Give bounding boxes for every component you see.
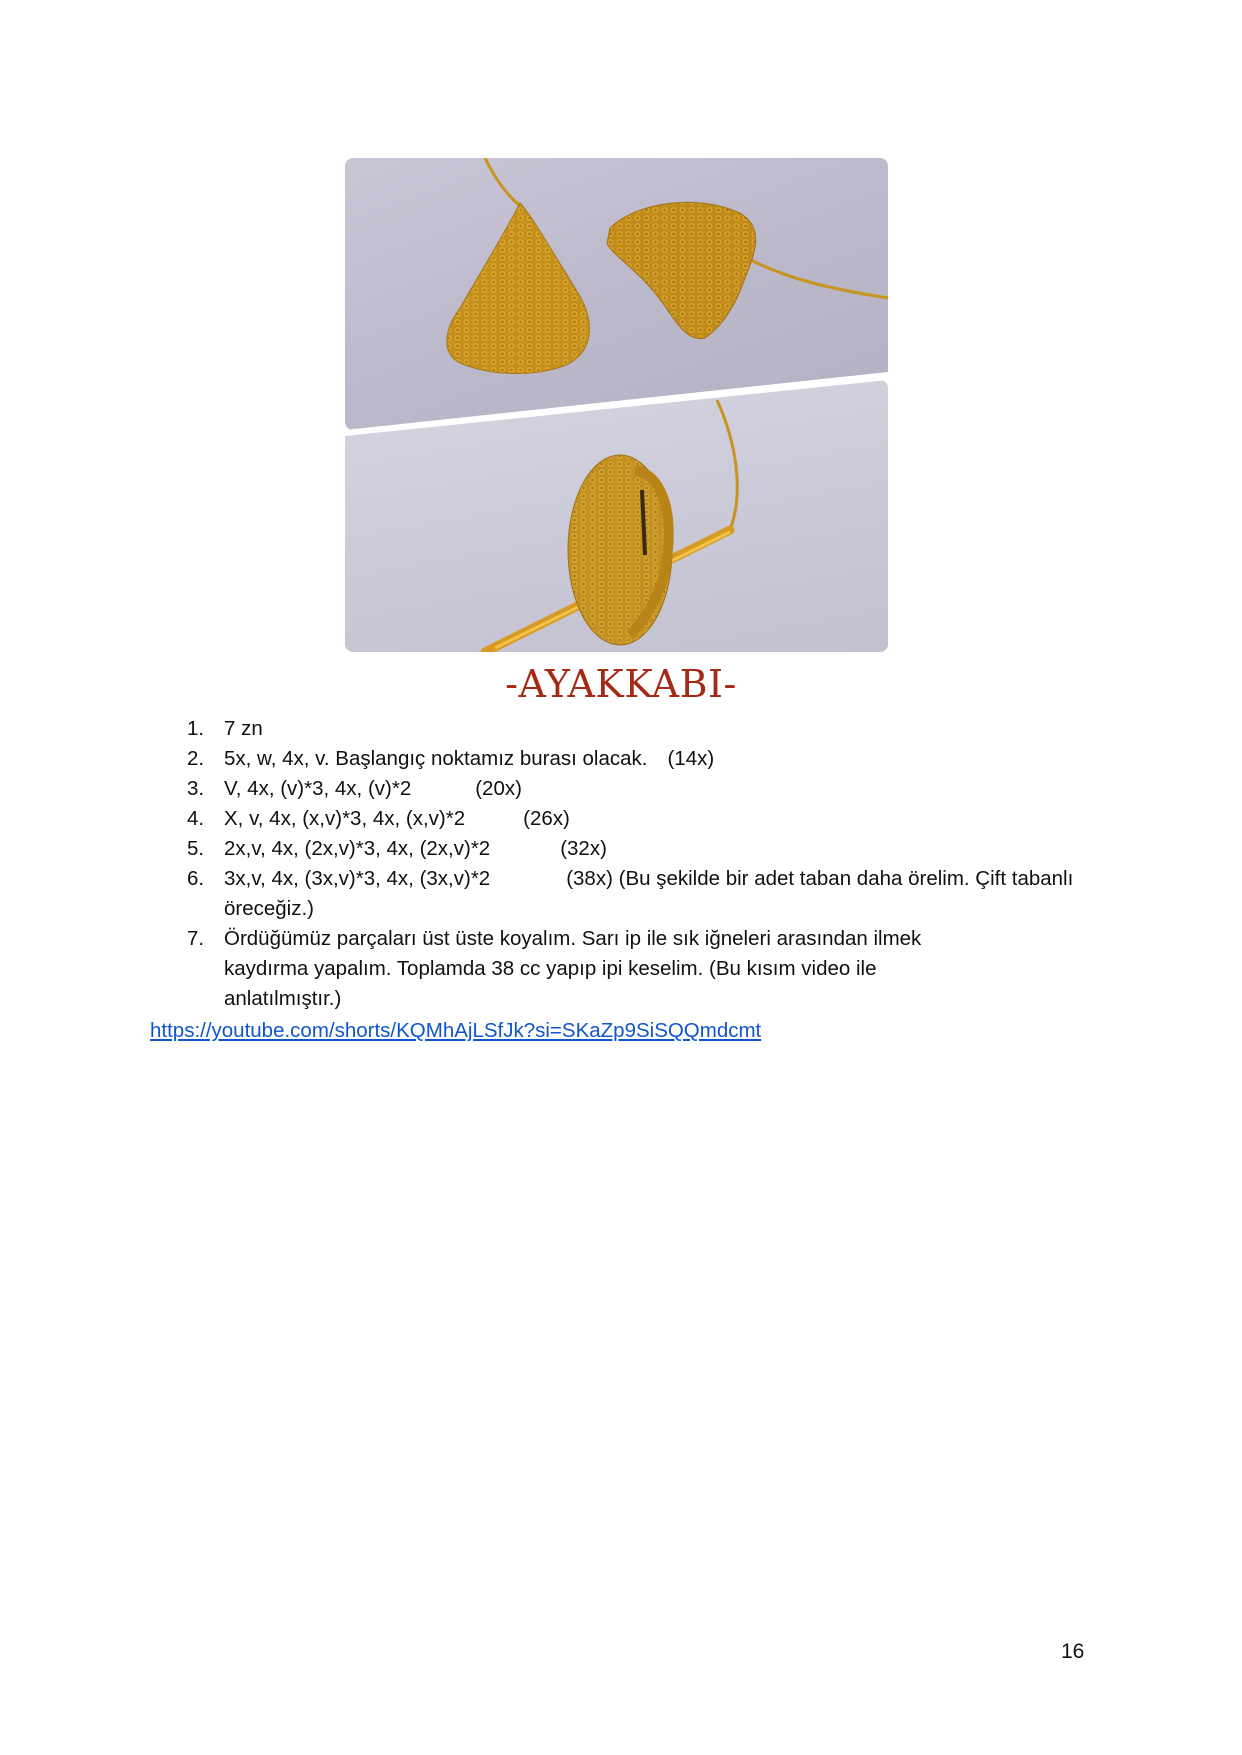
page-number: 16 (1061, 1640, 1085, 1663)
step-number: 2. (187, 747, 205, 770)
step-number: 4. (187, 807, 205, 830)
step-number: 5. (187, 837, 205, 860)
step-text: 3x,v, 4x, (3x,v)*3, 4x, (3x,v)*2 (224, 867, 491, 890)
step-text: X, v, 4x, (x,v)*3, 4x, (x,v)*2 (224, 807, 466, 830)
step-number: 3. (187, 777, 205, 800)
stitch-count: (26x) (523, 807, 570, 830)
shoe-photo-collage (345, 158, 888, 652)
step-text: 7 zn (224, 717, 263, 740)
step-text: V, 4x, (v)*3, 4x, (v)*2 (224, 777, 412, 800)
section-title: -AYAKKABI- (505, 662, 737, 706)
step-number: 6. (187, 867, 205, 890)
step-item (187, 924, 1087, 1014)
step-item (187, 774, 1087, 804)
step-item (187, 804, 1087, 834)
stitch-count: (20x) (475, 777, 522, 800)
step-item (187, 714, 1087, 744)
step-item (187, 864, 1087, 924)
step-text: 5x, w, 4x, v. Başlangıç noktamız burası olacak. (224, 747, 648, 770)
step-note: (Bu şekilde bir adet taban daha örelim. Çift tabanlı öreceğiz.) (224, 867, 1074, 920)
step-text: Ördüğümüz parçaları üst üste koyalım. Sarı ip ile sık iğneleri arasından ilmek kaydırma yapalım. Toplamda 38 cc yapıp ipi keselim. (Bu kısım video ile anlatılmıştır.) (224, 927, 922, 1010)
step-item (187, 834, 1087, 864)
stitch-count: (14x) (667, 747, 715, 770)
pattern-steps-list (187, 714, 1087, 1014)
step-number: 1. (187, 717, 205, 740)
step-text: 2x,v, 4x, (2x,v)*3, 4x, (2x,v)*2 (224, 837, 491, 860)
step-number: 7. (187, 927, 205, 950)
stitch-count: (38x) (566, 867, 613, 890)
stitch-count: (32x) (560, 837, 607, 860)
youtube-video-link[interactable]: https://youtube.com/shorts/KQMhAjLSfJk?si=SKaZp9SiSQQmdcmt (150, 1019, 762, 1042)
step-item (187, 744, 1087, 774)
